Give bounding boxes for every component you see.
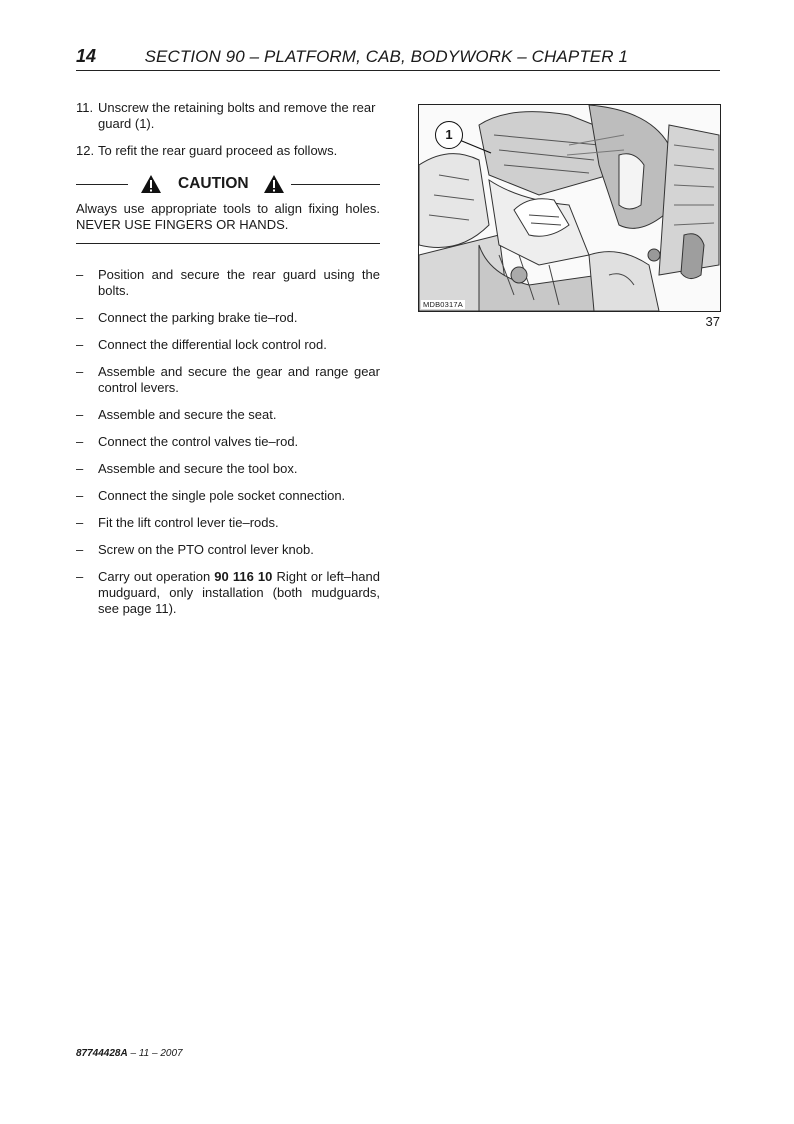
figure-code: MDB0317A bbox=[423, 300, 463, 309]
list-dash: – bbox=[76, 488, 84, 503]
list-dash: – bbox=[76, 310, 84, 325]
caution-title: CAUTION bbox=[178, 175, 249, 192]
warning-triangle-icon bbox=[263, 174, 285, 194]
list-item bbox=[76, 267, 380, 299]
list-item-text: Assemble and secure the tool box. bbox=[98, 461, 298, 476]
list-dash: – bbox=[76, 434, 84, 449]
step-number: 12. bbox=[76, 143, 95, 158]
list-dash: – bbox=[76, 461, 84, 476]
callout-marker-1: 1 bbox=[435, 121, 463, 149]
figure-number: 37 bbox=[705, 314, 720, 329]
caution-rule-right bbox=[291, 184, 380, 185]
list-item-text: Position and secure the rear guard using the bolts. bbox=[98, 267, 380, 298]
list-item-text bbox=[98, 569, 380, 617]
list-item bbox=[76, 488, 380, 504]
list-item-text: Connect the differential lock control rod. bbox=[98, 337, 327, 352]
list-item-text: Connect the single pole socket connection. bbox=[98, 488, 346, 503]
list-item-text: Connect the control valves tie–rod. bbox=[98, 434, 299, 449]
step-12 bbox=[76, 143, 380, 159]
operation-code: 90 116 10 bbox=[214, 569, 273, 584]
document-date: – 11 – 2007 bbox=[127, 1048, 183, 1059]
list-item-text: Connect the parking brake tie–rod. bbox=[98, 310, 298, 325]
instructions-column bbox=[76, 100, 380, 628]
list-dash: – bbox=[76, 515, 84, 530]
step-text: To refit the rear guard proceed as follows. bbox=[98, 143, 338, 158]
page-number: 14 bbox=[76, 46, 97, 66]
list-dash: – bbox=[76, 337, 84, 352]
list-item-text: Screw on the PTO control lever knob. bbox=[98, 542, 314, 557]
list-item-text-after: Right or left–hand mudguard, only installation (both mudguards, see page 11). bbox=[98, 569, 380, 616]
list-item bbox=[76, 310, 380, 326]
list-item bbox=[76, 515, 380, 531]
list-dash: – bbox=[76, 542, 84, 557]
page-header bbox=[76, 44, 720, 71]
warning-triangle-icon bbox=[140, 174, 162, 194]
list-dash: – bbox=[76, 267, 84, 282]
list-item-text: Fit the lift control lever tie–rods. bbox=[98, 515, 279, 530]
caution-bottom-rule bbox=[76, 243, 380, 244]
caution-block bbox=[76, 173, 380, 244]
list-item bbox=[76, 434, 380, 450]
list-item bbox=[76, 407, 380, 423]
step-number: 11. bbox=[76, 100, 94, 115]
list-item-text: Assemble and secure the gear and range gear control levers. bbox=[98, 364, 380, 395]
figure-rear-guard bbox=[418, 104, 721, 312]
list-item bbox=[76, 569, 380, 617]
list-item bbox=[76, 337, 380, 353]
list-dash: – bbox=[76, 407, 84, 422]
caution-text: Always use appropriate tools to align fixing holes. NEVER USE FINGERS OR HANDS. bbox=[76, 201, 380, 232]
caution-rule-left bbox=[76, 184, 128, 185]
step-11 bbox=[76, 100, 380, 132]
list-item bbox=[76, 461, 380, 477]
page-footer bbox=[76, 1048, 183, 1059]
list-item bbox=[76, 364, 380, 396]
step-text: Unscrew the retaining bolts and remove the rear guard (1). bbox=[98, 100, 376, 131]
list-item bbox=[76, 542, 380, 558]
caution-header bbox=[76, 173, 380, 195]
list-item-text-before: Carry out operation bbox=[98, 569, 215, 584]
refit-instructions-list bbox=[76, 267, 380, 617]
list-dash: – bbox=[76, 364, 84, 379]
list-dash: – bbox=[76, 569, 84, 584]
rear-guard-illustration bbox=[419, 105, 720, 311]
section-title: SECTION 90 – PLATFORM, CAB, BODYWORK – CHAPTER 1 bbox=[144, 47, 628, 66]
list-item-text: Assemble and secure the seat. bbox=[98, 407, 277, 422]
document-code: 87744428A bbox=[76, 1048, 128, 1059]
